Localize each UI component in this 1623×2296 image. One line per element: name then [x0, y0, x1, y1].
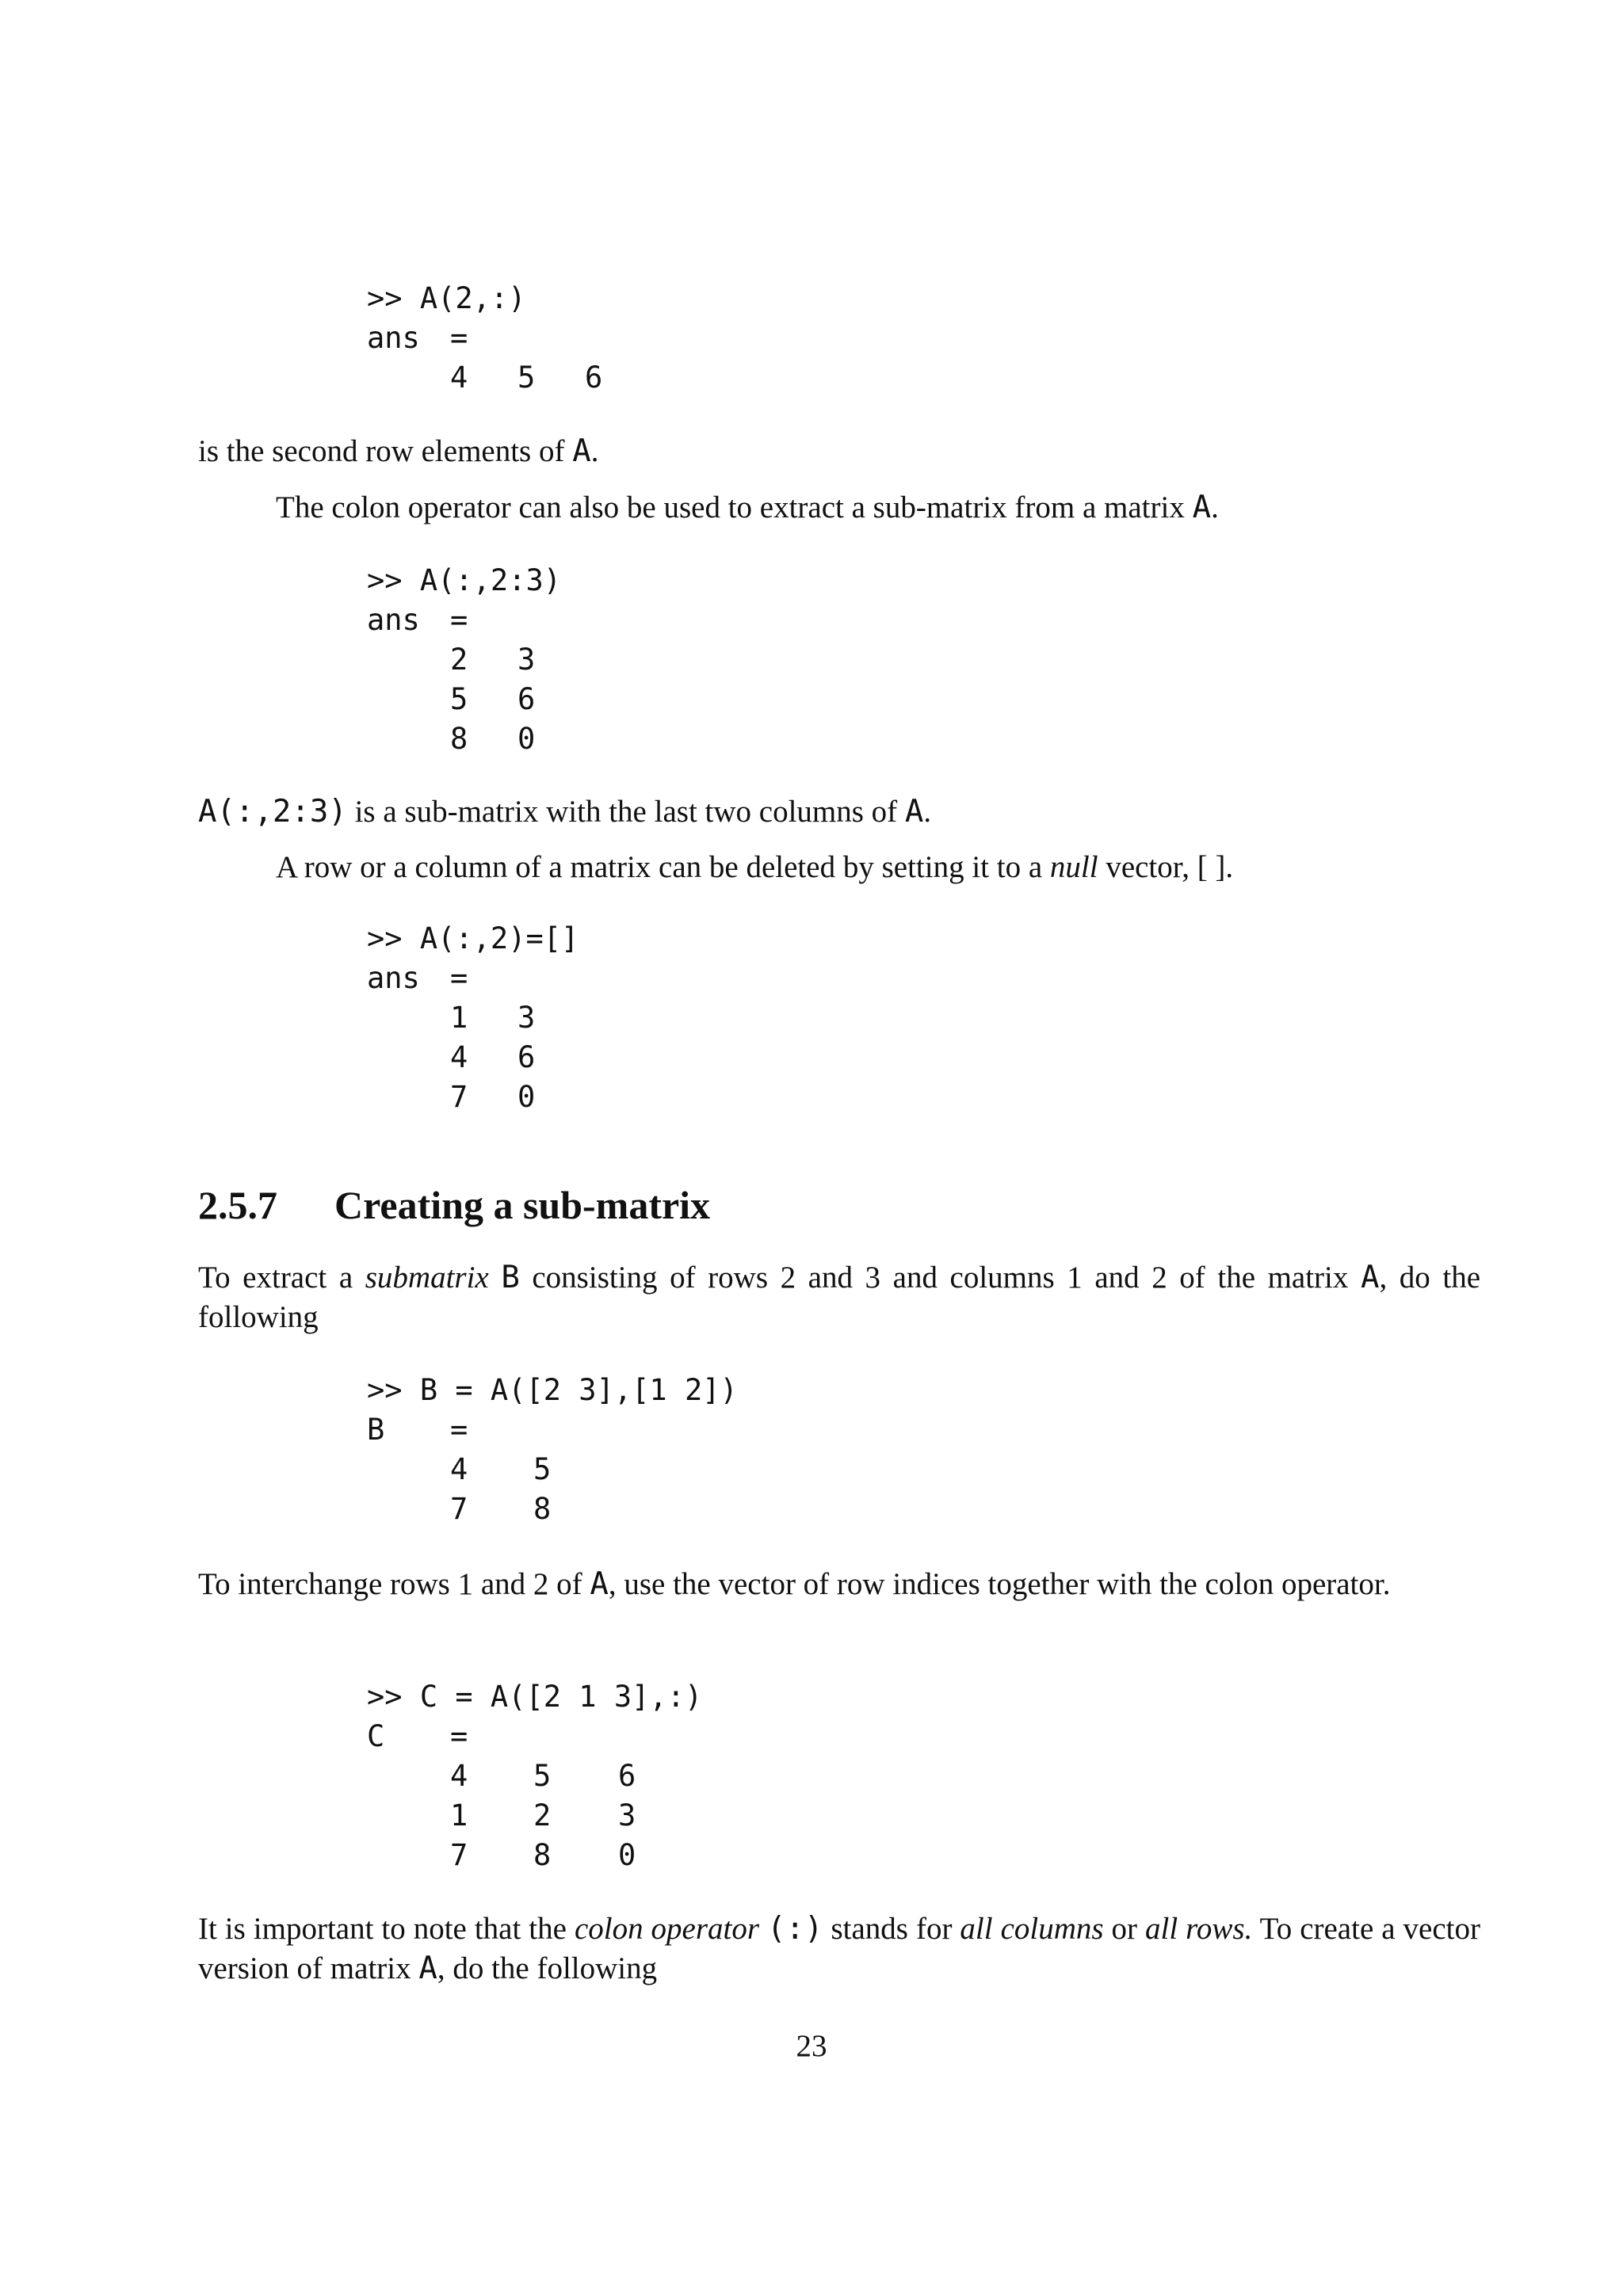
paragraph: A row or a column of a matrix can be deleted by setting it to a null vector, [ ]. — [276, 850, 1234, 884]
paragraph: A(:,2:3) is a sub-matrix with the last two columns of A. — [198, 794, 932, 830]
matrix-cell: 3 — [517, 1001, 536, 1035]
paragraph: To extract a submatrix B consisting of rows 2 and 3 and columns 1 and 2 of the matrix A, do the following — [198, 1260, 1481, 1334]
matrix-cell: 7 — [450, 1080, 468, 1114]
matrix-cell: 8 — [450, 722, 468, 756]
matrix-cell: 0 — [517, 1080, 536, 1114]
matrix-cell: 3 — [618, 1798, 636, 1833]
matrix-cell: 5 — [533, 1452, 552, 1486]
matrix-cell: 1 — [450, 1001, 468, 1035]
matrix-cell: 6 — [517, 1040, 536, 1074]
equals-sign: = — [450, 1413, 468, 1447]
matrix-cell: 6 — [618, 1759, 636, 1793]
paragraph: It is important to note that the colon operator (:) stands for all columns or all rows. To create a vector version of matrix A, do the following — [198, 1911, 1480, 1986]
result-label: C — [367, 1719, 385, 1753]
matrix-cell: 8 — [533, 1838, 552, 1872]
equals-sign: = — [450, 321, 468, 355]
matrix-cell: 5 — [517, 360, 536, 395]
command-line: >> A(:,2)=[] — [367, 921, 579, 955]
matrix-cell: 2 — [533, 1798, 552, 1833]
matrix-cell: 4 — [450, 1759, 468, 1793]
matrix-cell: 7 — [450, 1492, 468, 1526]
matrix-cell: 5 — [533, 1759, 552, 1793]
result-label: ans — [367, 961, 420, 995]
equals-sign: = — [450, 1719, 468, 1753]
matrix-cell: 4 — [450, 1452, 468, 1486]
matrix-cell: 4 — [450, 1040, 468, 1074]
command-line: >> A(2,:) — [367, 281, 526, 315]
matrix-cell: 3 — [517, 643, 536, 677]
result-label: ans — [367, 321, 420, 355]
paragraph: To interchange rows 1 and 2 of A, use the vector of row indices together with the colon operator. — [198, 1566, 1391, 1602]
matrix-cell: 1 — [450, 1798, 468, 1833]
paragraph: is the second row elements of A. — [198, 433, 599, 469]
matrix-cell: 0 — [618, 1838, 636, 1872]
matrix-cell: 7 — [450, 1838, 468, 1872]
paragraph: The colon operator can also be used to extract a sub-matrix from a matrix A. — [276, 490, 1219, 525]
matrix-cell: 6 — [517, 682, 536, 716]
matrix-cell: 0 — [517, 722, 536, 756]
section-title: Creating a sub-matrix — [334, 1183, 711, 1227]
command-line: >> A(:,2:3) — [367, 563, 562, 597]
result-label: ans — [367, 603, 420, 637]
matrix-cell: 8 — [533, 1492, 552, 1526]
equals-sign: = — [450, 961, 468, 995]
matrix-cell: 4 — [450, 360, 468, 395]
command-line: >> B = A([2 3],[1 2]) — [367, 1373, 738, 1407]
section-number: 2.5.7 — [198, 1183, 277, 1227]
page-number: 23 — [796, 2029, 827, 2063]
command-line: >> C = A([2 1 3],:) — [367, 1680, 703, 1714]
matrix-cell: 2 — [450, 643, 468, 677]
matrix-cell: 5 — [450, 682, 468, 716]
matrix-cell: 6 — [585, 360, 603, 395]
equals-sign: = — [450, 603, 468, 637]
result-label: B — [367, 1413, 385, 1447]
section-heading — [198, 1182, 710, 1228]
